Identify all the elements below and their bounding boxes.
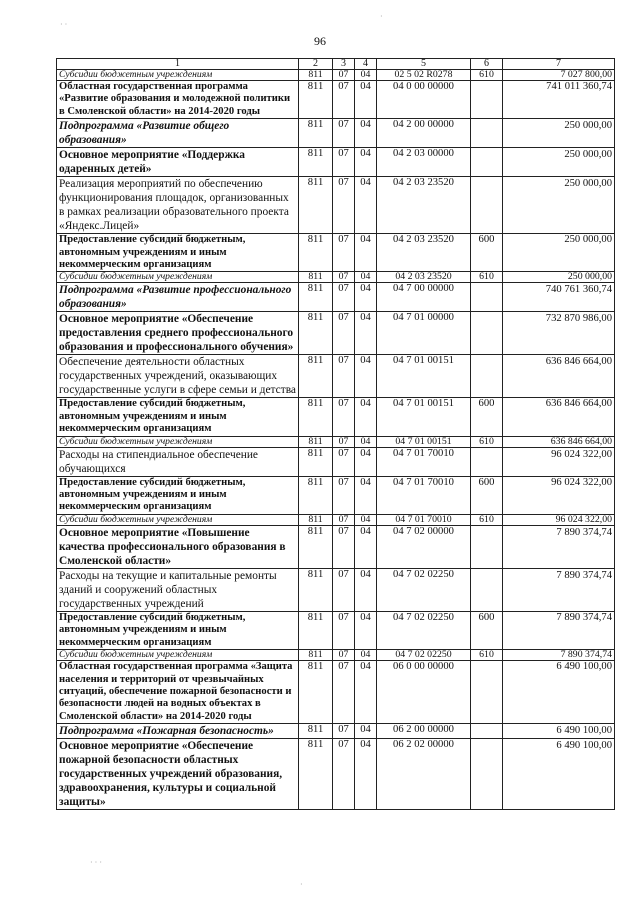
expense-type-cell: 600	[471, 398, 503, 436]
section-cell: 07	[333, 148, 355, 177]
target-article-cell: 04 7 01 00000	[377, 312, 471, 355]
page-number: 96	[314, 34, 326, 48]
code-cell: 811	[299, 398, 333, 436]
section-cell: 07	[333, 119, 355, 148]
table-row	[57, 234, 615, 272]
amount-cell: 7 027 800,00	[503, 70, 615, 81]
target-article-cell: 04 7 02 00000	[377, 525, 471, 568]
row-name-cell: Основное мероприятие «Поддержка одаренных детей»	[57, 148, 299, 177]
target-article-cell: 04 2 03 23520	[377, 234, 471, 272]
amount-cell: 7 890 374,74	[503, 525, 615, 568]
section-cell: 07	[333, 355, 355, 398]
code-cell: 811	[299, 355, 333, 398]
table-row	[57, 81, 615, 119]
target-article-cell: 04 2 03 23520	[377, 177, 471, 234]
section-cell: 07	[333, 611, 355, 649]
row-name-cell: Основное мероприятие «Повышение качества профессионального образования в Смоленской области»	[57, 525, 299, 568]
target-article-cell: 04 7 01 70010	[377, 514, 471, 525]
table-row	[57, 177, 615, 234]
code-cell: 811	[299, 476, 333, 514]
target-article-cell: 04 7 01 00151	[377, 355, 471, 398]
code-cell: 811	[299, 272, 333, 283]
section-cell: 07	[333, 283, 355, 312]
row-name-cell: Субсидии бюджетным учреждениям	[57, 70, 299, 81]
section-cell: 07	[333, 650, 355, 661]
table-row	[57, 447, 615, 476]
expense-type-cell: 600	[471, 476, 503, 514]
row-name-cell: Предоставление субсидий бюджетным, автономным учреждениям и иным некоммерческим организациям	[57, 611, 299, 649]
target-article-cell: 04 2 03 23520	[377, 272, 471, 283]
expense-type-cell	[471, 81, 503, 119]
column-header: 3	[333, 59, 355, 70]
section-cell: 07	[333, 272, 355, 283]
table-row	[57, 355, 615, 398]
amount-cell: 6 490 100,00	[503, 724, 615, 739]
column-header: 5	[377, 59, 471, 70]
table-row	[57, 436, 615, 447]
amount-cell: 250 000,00	[503, 234, 615, 272]
table-row	[57, 312, 615, 355]
amount-cell: 250 000,00	[503, 177, 615, 234]
expense-type-cell: 610	[471, 514, 503, 525]
amount-cell: 96 024 322,00	[503, 514, 615, 525]
amount-cell: 250 000,00	[503, 119, 615, 148]
target-article-cell: 06 2 00 00000	[377, 724, 471, 739]
table-row	[57, 661, 615, 724]
row-name-cell: Подпрограмма «Пожарная безопасность»	[57, 724, 299, 739]
target-article-cell: 04 7 02 02250	[377, 611, 471, 649]
section-cell: 07	[333, 177, 355, 234]
code-cell: 811	[299, 312, 333, 355]
subsection-cell: 04	[355, 148, 377, 177]
subsection-cell: 04	[355, 514, 377, 525]
section-cell: 07	[333, 568, 355, 611]
amount-cell: 250 000,00	[503, 272, 615, 283]
code-cell: 811	[299, 661, 333, 724]
section-cell: 07	[333, 447, 355, 476]
subsection-cell: 04	[355, 568, 377, 611]
code-cell: 811	[299, 611, 333, 649]
table-row	[57, 148, 615, 177]
row-name-cell: Обеспечение деятельности областных государственных учреждений, оказывающих государственные услуги в сфере семьи и детства	[57, 355, 299, 398]
target-article-cell: 04 7 01 00151	[377, 398, 471, 436]
expense-type-cell	[471, 177, 503, 234]
subsection-cell: 04	[355, 739, 377, 810]
amount-cell: 636 846 664,00	[503, 355, 615, 398]
code-cell: 811	[299, 148, 333, 177]
amount-cell: 6 490 100,00	[503, 661, 615, 724]
subsection-cell: 04	[355, 283, 377, 312]
subsection-cell: 04	[355, 447, 377, 476]
table-row	[57, 283, 615, 312]
code-cell: 811	[299, 739, 333, 810]
amount-cell: 636 846 664,00	[503, 436, 615, 447]
subsection-cell: 04	[355, 355, 377, 398]
expense-type-cell: 610	[471, 436, 503, 447]
expense-type-cell	[471, 739, 503, 810]
subsection-cell: 04	[355, 81, 377, 119]
amount-cell: 96 024 322,00	[503, 447, 615, 476]
section-cell: 07	[333, 724, 355, 739]
expense-type-cell	[471, 525, 503, 568]
section-cell: 07	[333, 514, 355, 525]
column-header: 7	[503, 59, 615, 70]
table-row	[57, 568, 615, 611]
target-article-cell: 06 0 00 00000	[377, 661, 471, 724]
table-row	[57, 514, 615, 525]
section-cell: 07	[333, 81, 355, 119]
code-cell: 811	[299, 283, 333, 312]
table-header-row	[57, 59, 615, 70]
subsection-cell: 04	[355, 119, 377, 148]
amount-cell: 740 761 360,74	[503, 283, 615, 312]
target-article-cell: 06 2 02 00000	[377, 739, 471, 810]
expense-type-cell: 610	[471, 272, 503, 283]
budget-table	[56, 58, 615, 810]
target-article-cell: 04 2 00 00000	[377, 119, 471, 148]
amount-cell: 7 890 374,74	[503, 611, 615, 649]
code-cell: 811	[299, 514, 333, 525]
row-name-cell: Расходы на стипендиальное обеспечение обучающихся	[57, 447, 299, 476]
code-cell: 811	[299, 70, 333, 81]
code-cell: 811	[299, 650, 333, 661]
amount-cell: 741 011 360,74	[503, 81, 615, 119]
expense-type-cell	[471, 119, 503, 148]
row-name-cell: Областная государственная программа «Защита населения и территорий от чрезвычайных ситуаций, обеспечение пожарной безопасности и безопасности людей на водных объектах в Смоленской области» на 2014-2020 годы	[57, 661, 299, 724]
row-name-cell: Основное мероприятие «Обеспечение пожарной безопасности областных государственных учреждений образования, здравоохранения, культуры и социальной защиты»	[57, 739, 299, 810]
expense-type-cell	[471, 661, 503, 724]
code-cell: 811	[299, 447, 333, 476]
table-row	[57, 724, 615, 739]
subsection-cell: 04	[355, 312, 377, 355]
section-cell: 07	[333, 312, 355, 355]
row-name-cell: Подпрограмма «Развитие профессионального образования»	[57, 283, 299, 312]
row-name-cell: Подпрограмма «Развитие общего образования»	[57, 119, 299, 148]
row-name-cell: Субсидии бюджетным учреждениям	[57, 650, 299, 661]
subsection-cell: 04	[355, 611, 377, 649]
amount-cell: 6 490 100,00	[503, 739, 615, 810]
amount-cell: 732 870 986,00	[503, 312, 615, 355]
row-name-cell: Основное мероприятие «Обеспечение предоставления среднего профессионального образования и профессионального обучения»	[57, 312, 299, 355]
section-cell: 07	[333, 525, 355, 568]
expense-type-cell	[471, 148, 503, 177]
amount-cell: 7 890 374,74	[503, 568, 615, 611]
section-cell: 07	[333, 436, 355, 447]
expense-type-cell	[471, 355, 503, 398]
subsection-cell: 04	[355, 234, 377, 272]
expense-type-cell	[471, 312, 503, 355]
expense-type-cell: 610	[471, 70, 503, 81]
table-body	[57, 70, 615, 810]
row-name-cell: Субсидии бюджетным учреждениям	[57, 436, 299, 447]
expense-type-cell	[471, 568, 503, 611]
row-name-cell: Реализация мероприятий по обеспечению функционирования площадок, организованных в рамках реализации образовательного проекта «Яндекс.Лицей»	[57, 177, 299, 234]
expense-type-cell	[471, 724, 503, 739]
table-row	[57, 119, 615, 148]
section-cell: 07	[333, 476, 355, 514]
code-cell: 811	[299, 81, 333, 119]
section-cell: 07	[333, 70, 355, 81]
code-cell: 811	[299, 234, 333, 272]
target-article-cell: 04 7 00 00000	[377, 283, 471, 312]
subsection-cell: 04	[355, 476, 377, 514]
expense-type-cell: 600	[471, 611, 503, 649]
expense-type-cell	[471, 283, 503, 312]
table-row	[57, 739, 615, 810]
expense-type-cell: 610	[471, 650, 503, 661]
section-cell: 07	[333, 398, 355, 436]
code-cell: 811	[299, 724, 333, 739]
target-article-cell: 02 5 02 R0278	[377, 70, 471, 81]
table-row	[57, 272, 615, 283]
subsection-cell: 04	[355, 650, 377, 661]
subsection-cell: 04	[355, 177, 377, 234]
subsection-cell: 04	[355, 724, 377, 739]
table-row	[57, 650, 615, 661]
target-article-cell: 04 7 02 02250	[377, 650, 471, 661]
amount-cell: 96 024 322,00	[503, 476, 615, 514]
target-article-cell: 04 7 01 70010	[377, 476, 471, 514]
target-article-cell: 04 0 00 00000	[377, 81, 471, 119]
row-name-cell: Предоставление субсидий бюджетным, автономным учреждениям и иным некоммерческим организациям	[57, 476, 299, 514]
amount-cell: 636 846 664,00	[503, 398, 615, 436]
row-name-cell: Расходы на текущие и капитальные ремонты зданий и сооружений областных государственных учреждений	[57, 568, 299, 611]
expense-type-cell: 600	[471, 234, 503, 272]
table-row	[57, 611, 615, 649]
column-header: 6	[471, 59, 503, 70]
target-article-cell: 04 7 01 70010	[377, 447, 471, 476]
row-name-cell: Предоставление субсидий бюджетным, автономным учреждениям и иным некоммерческим организациям	[57, 234, 299, 272]
row-name-cell: Субсидии бюджетным учреждениям	[57, 272, 299, 283]
column-header: 4	[355, 59, 377, 70]
code-cell: 811	[299, 436, 333, 447]
row-name-cell: Субсидии бюджетным учреждениям	[57, 514, 299, 525]
code-cell: 811	[299, 525, 333, 568]
subsection-cell: 04	[355, 436, 377, 447]
code-cell: 811	[299, 177, 333, 234]
target-article-cell: 04 2 03 00000	[377, 148, 471, 177]
code-cell: 811	[299, 119, 333, 148]
target-article-cell: 04 7 01 00151	[377, 436, 471, 447]
subsection-cell: 04	[355, 70, 377, 81]
expense-type-cell	[471, 447, 503, 476]
table-row	[57, 525, 615, 568]
row-name-cell: Областная государственная программа «Развитие образования и молодежной политики в Смоленской области» на 2014-2020 годы	[57, 81, 299, 119]
code-cell: 811	[299, 568, 333, 611]
subsection-cell: 04	[355, 398, 377, 436]
subsection-cell: 04	[355, 272, 377, 283]
subsection-cell: 04	[355, 525, 377, 568]
column-header: 1	[57, 59, 299, 70]
column-header: 2	[299, 59, 333, 70]
table-row	[57, 70, 615, 81]
amount-cell: 250 000,00	[503, 148, 615, 177]
table-row	[57, 398, 615, 436]
row-name-cell: Предоставление субсидий бюджетным, автономным учреждениям и иным некоммерческим организациям	[57, 398, 299, 436]
table-row	[57, 476, 615, 514]
section-cell: 07	[333, 234, 355, 272]
target-article-cell: 04 7 02 02250	[377, 568, 471, 611]
section-cell: 07	[333, 661, 355, 724]
subsection-cell: 04	[355, 661, 377, 724]
section-cell: 07	[333, 739, 355, 810]
amount-cell: 7 890 374,74	[503, 650, 615, 661]
